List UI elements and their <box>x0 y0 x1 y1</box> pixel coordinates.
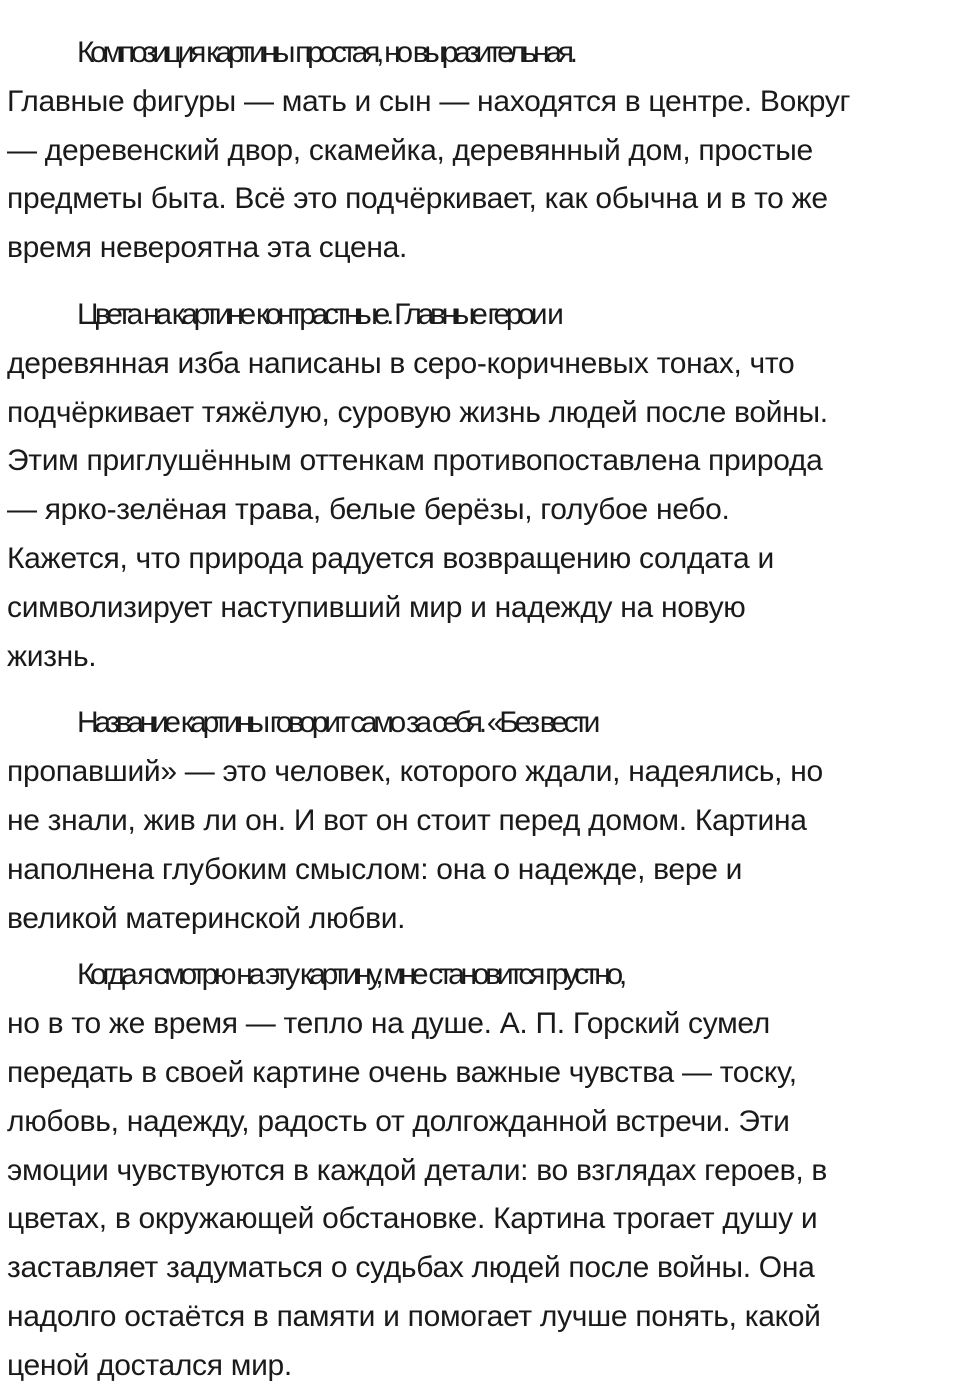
text-line: подчёркивает тяжёлую, суровую жизнь людей после войны. <box>7 395 828 429</box>
text-line: передать в своей картине очень важные чувства — тоску, <box>7 1055 797 1089</box>
text-line: не знали, жив ли он. И вот он стоит перед домом. Картина <box>7 803 807 837</box>
text-line: Композиция картины простая, но выразительная. <box>77 36 574 69</box>
text-line: Этим приглушённым оттенкам противопоставлена природа <box>7 444 823 478</box>
text-line: ценой достался мир. <box>7 1348 292 1382</box>
text-line: Когда я смотрю на эту картину, мне становится грустно, <box>77 958 623 992</box>
text-line: надолго остаётся в памяти и помогает лучше понять, какой <box>7 1299 821 1333</box>
paragraph-composition <box>7 29 954 273</box>
text-line: заставляет задуматься о судьбах людей после войны. Она <box>7 1251 815 1285</box>
text-line: Название картины говорит само за себя. «Без вести <box>77 706 597 740</box>
text-line: Кажется, что природа радуется возвращению солдата и <box>7 541 774 575</box>
text-line: Главные фигуры — мать и сын — находятся в центре. Вокруг <box>7 84 851 118</box>
text-line: цветах, в окружающей обстановке. Картина трогает душу и <box>7 1202 818 1236</box>
text-line: — деревенский двор, скамейка, деревянный дом, простые <box>7 133 813 167</box>
text-line: но в то же время — тепло на душе. А. П. Горский сумел <box>7 1007 771 1041</box>
text-line: жизнь. <box>7 639 97 673</box>
text-line: любовь, надежду, радость от долгожданной встречи. Эти <box>7 1104 790 1138</box>
text-line: деревянная изба написаны в серо-коричневых тонах, что <box>7 346 795 380</box>
text-line: Цвета на картине контрастные. Главные герои и <box>77 297 560 331</box>
paragraph-colors <box>7 291 954 681</box>
text-line: наполнена глубоким смыслом: она о надежде, вере и <box>7 852 743 886</box>
text-line: время невероятна эта сцена. <box>7 231 408 265</box>
text-line: пропавший» — это человек, которого ждали, надеялись, но <box>7 755 823 789</box>
text-line: великой материнской любви. <box>7 901 406 935</box>
text-line: эмоции чувствуются в каждой детали: во взглядах героев, в <box>7 1153 828 1187</box>
paragraph-title-meaning <box>7 699 954 943</box>
text-line: символизирует наступивший мир и надежду на новую <box>7 590 746 624</box>
text-line: — ярко-зелёная трава, белые берёзы, голубое небо. <box>7 493 730 527</box>
paragraph-personal-impression <box>7 951 954 1390</box>
text-line: предметы быта. Всё это подчёркивает, как обычна и в то же <box>7 182 828 216</box>
